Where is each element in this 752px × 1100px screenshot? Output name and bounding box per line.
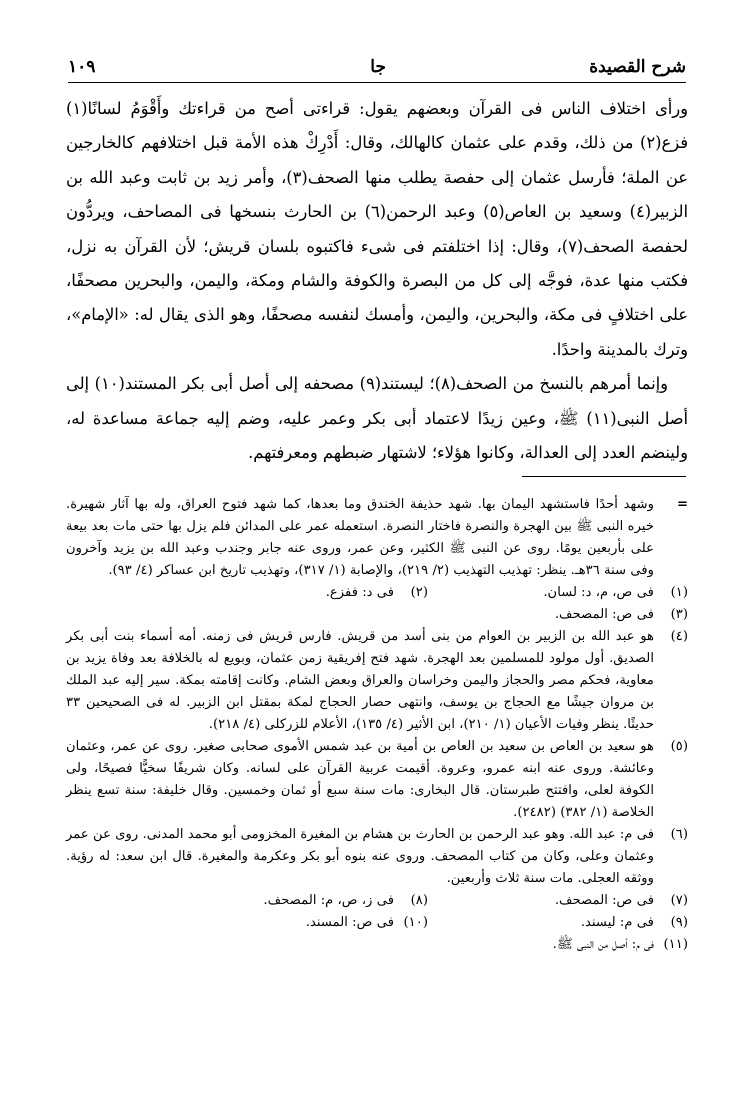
footnote-text: فى ص، م، د: لسان.	[543, 585, 654, 600]
footnote-number: (١١)	[663, 937, 688, 952]
footnotes	[66, 494, 688, 956]
footnote-number: (١)	[670, 585, 688, 600]
footnote-text: فى ص: المسند.	[305, 915, 394, 930]
footnote-5	[66, 736, 688, 824]
footnote-row	[66, 912, 688, 934]
page-header	[68, 52, 686, 83]
footnote-separator	[522, 476, 686, 477]
footnote-11	[66, 934, 688, 956]
footnote-number: (٥)	[670, 739, 688, 754]
footnote-2	[66, 582, 428, 604]
footnote-text: فى م: أصل من النبى ﷺ.	[552, 937, 654, 952]
footnote-text: فى ص: المصحف.	[554, 607, 654, 622]
footnote-number: (٧)	[670, 893, 688, 908]
continuation-mark: =	[676, 497, 688, 512]
paragraph: وإنما أمرهم بالنسخ من الصحف(٨)؛ ليستند(٩) مصحفه إلى أصل أبى بكر المستند(١٠) إلى أصل النبى(١١) ﷺ، وعين زيدًا لاعتماد أبى بكر وعمر عليه، وضم إليه جماعة مساعدة له، ولينضم العدد إلى العدالة، وكانوا هؤلاء؛ لاشتهار ضبطهم ومعرفتهم.	[66, 374, 689, 463]
paragraph: ورأى اختلاف الناس فى القرآن وبعضهم يقول: قراءتى أصح من قراءتك وأَقْوَمُ لسانًا(١) فزع(٢) من ذلك، وقدم على عثمان كالهالك، وقال: أَدْرِكْ هذه الأمة قبل اختلافهم كالخارجين عن الملة؛ فأرسل عثمان إلى حفصة يطلب منها الصحف(٣)، وأمر زيد بن ثابت وعبد الله بن الزبير(٤) وسعيد بن العاص(٥) وعبد الرحمن(٦) بن الحارث بنسخها فى المصاحف، ويردُّون لحفصة الصحف(٧)، وقال: إذا اختلفتم فى شىء فاكتبوه بلسان قريش؛ لأن القرآن به نزل، فكتب منها عدة، فوجَّه إلى كل من البصرة والكوفة والشام ومكة، واليمن، والبحرين مصحفًا، على اختلافٍ فى مكة، والبحرين، واليمن، وأمسك لنفسه مصحفًا، وهو الذى يقال له: «الإمام»، وترك بالمدينة واحدًا.	[66, 99, 688, 359]
footnote-text: فى م: عبد الله. وهو عبد الرحمن بن الحارث بن هشام بن المغيرة المخزومى أبو محمد المدنى. روى عن عمر وعثمان وعلى، وكان من كتاب المصحف. وروى عنه بنوه أبو بكر وعكرمة والمغيرة. قال ابن سعد: له رؤية. ووثقه العجلى. مات سنة ثلاث وأربعين.	[66, 827, 654, 886]
footnote-3	[66, 604, 688, 626]
volume-label: جا	[370, 57, 386, 77]
page-number: ١٠٩	[68, 57, 96, 77]
main-text	[66, 92, 688, 470]
footnote-continuation	[66, 494, 688, 582]
footnote-7	[428, 890, 688, 912]
footnote-number: (٣)	[670, 607, 688, 622]
footnote-row	[66, 890, 688, 912]
footnote-row	[66, 582, 688, 604]
footnote-1	[428, 582, 688, 604]
footnote-9	[428, 912, 688, 934]
footnote-text: هو عبد الله بن الزبير بن العوام من بنى أسد من قريش. فارس قريش فى زمنه. أمه أسماء بنت أبى بكر الصديق. أول مولود للمسلمين بعد الهجرة. شهد فتح إفريقية زمن عثمان، وبويع له بالخلافة بعد وفاة يزيد بن معاوية، فحكم مصر والحجاز واليمن وخراسان والعراق وبعض الشام. وكانت إقامته بمكة. سير إليه عبد الملك بن مروان جيشًا مع الحجاج بن يوسف، وانتهى حصار الحجاج لمكة بمقتل ابن الزبير. له فى الصحيحين ٣٣ حديثًا. ينظر وفيات الأعيان (١/ ٢١٠)، ابن الأثير (٤/ ١٣٥)، الأعلام للزركلى (٤/ ٢١٨).	[66, 629, 654, 732]
footnote-number: (٢)	[410, 585, 428, 600]
footnote-text: فى ز، ص، م: المصحف.	[263, 893, 394, 908]
footnote-number: (٤)	[670, 629, 688, 644]
running-title: شرح القصيدة	[589, 57, 686, 77]
footnote-10	[66, 912, 428, 934]
footnote-number: (٦)	[670, 827, 688, 842]
footnote-text: هو سعيد بن العاص بن سعيد بن العاص بن أمية بن عبد شمس الأموى صحابى صغير. روى عن عمر، وعثمان وعائشة. وروى عنه ابنه عمرو، وعروة. أقيمت عربية القرآن على لسانه. وكان شريفًا سخيًّا فصيحًا، ولى الكوفة لعلى، وافتتح طبرستان. قال البخارى: مات سنة سبع أو ثمان وخمسين. وقال خليفة: سنة تسع ينظر الخلاصة (١/ ٣٨٢) (٢٤٨٢).	[66, 739, 654, 820]
footnote-number: (٩)	[670, 915, 688, 930]
footnote-6	[66, 824, 688, 890]
footnote-number: (١٠)	[403, 915, 428, 930]
footnote-4	[66, 626, 688, 736]
footnote-8	[66, 890, 428, 912]
footnote-text: فى ص: المصحف.	[554, 893, 654, 908]
footnote-number: (٨)	[410, 893, 428, 908]
footnote-text: فى م: ليسند.	[580, 915, 654, 930]
footnote-text: وشهد أحدًا فاستشهد اليمان بها. شهد حذيفة الخندق وما بعدها، كما شهد فتوح العراق، وله بها آثار شهيرة. خيره النبى ﷺ بين الهجرة والنصرة فاختار النصرة. استعمله عمر على المدائن فلم يزل بها حتى مات بعد بيعة على بأربعين يومًا. روى عن النبى ﷺ الكثير، وعن عمر، وروى عنه جابر وجندب وعبد الله بن يزيد وآخرون وفى سنة ٣٦هـ. ينظر: تهذيب التهذيب (٢/ ٢١٩)، والإصابة (١/ ٣١٧)، وتهذيب تاريخ ابن عساكر (٤/ ٩٣).	[66, 497, 654, 578]
footnote-text: فى د: ففزع.	[325, 585, 394, 600]
